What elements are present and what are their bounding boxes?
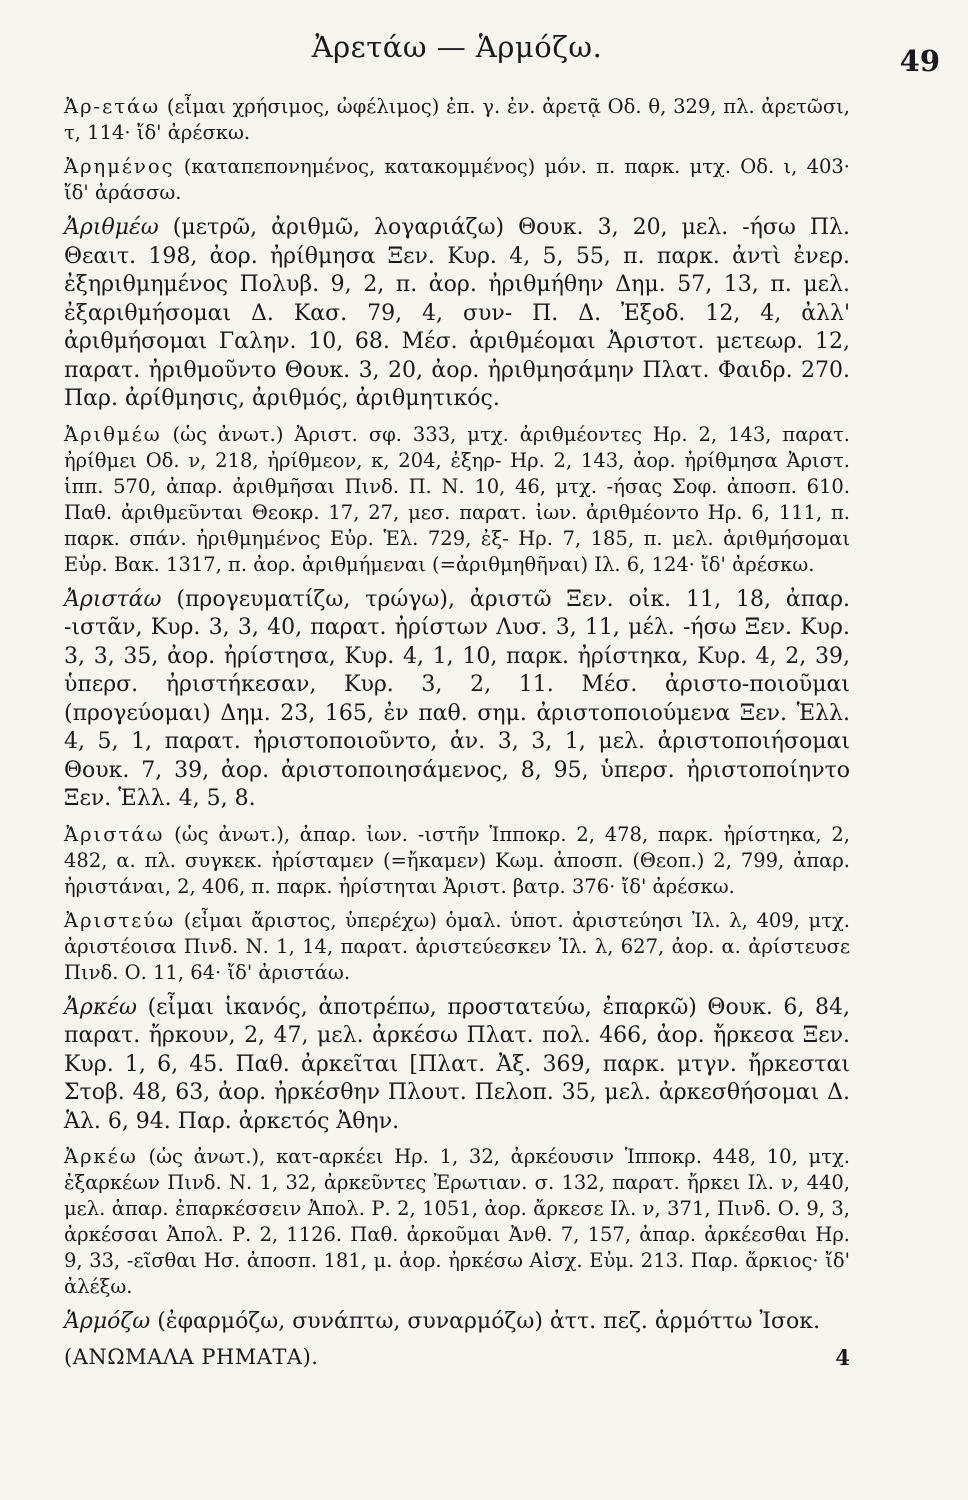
entry-aristao-dialect (64, 822, 850, 900)
entry-text: (εἶμαι χρήσιμος, ὠφέλιμος) ἐπ. γ. ἐν. ἀρετᾷ Οδ. θ, 329, πλ. ἀρετῶσι, τ, 114· ἴδ' ἀρέσκω. (64, 95, 850, 144)
entry-text: (εἶμαι ἄριστος, ὑπερέχω) ὁμαλ. ὑποτ. ἀριστεύησι Ἰλ. λ, 409, μτχ. ἀριστέοισα Πινδ. Ν. 1, 14, παρατ. ἀριστεύεσκεν Ἰλ. λ, 627, ἀορ. α. ἀρίστευσε Πινδ. Ο. 11, 64· ἴδ' ἀριστάω. (64, 908, 850, 984)
page-footer (64, 1345, 850, 1385)
entry-text: (μετρῶ, ἀριθμῶ, λογαριάζω) Θουκ. 3, 20, μελ. -ήσω Πλ. Θεαιτ. 198, ἀορ. ἠρίθμησα Ξεν. Κυρ. 4, 5, 55, π. παρκ. ἀντὶ ἐνερ. ἐξηριθμημένος Πολυβ. 9, 2, π. ἀορ. ἠριθμήθην Δημ. 57, 13, π. μελ. ἐξαριθμήσομαι Δ. Κασ. 79, 4, συν- Π. Δ. Ἐξοδ. 12, 4, ἀλλ' ἀριθμήσομαι Γαλην. 10, 68. Μέσ. ἀριθμέομαι Ἀριστοτ. μετεωρ. 12, παρατ. ἠριθμοῦντο Θουκ. 3, 20, ἀορ. ἠριθμησάμην Πλατ. Φαιδρ. 270. Παρ. ἀρίθμησις, ἀριθμός, ἀριθμητικός. (64, 215, 850, 411)
entry-lemma: Ἀρ-ετάω (64, 95, 161, 118)
entry-aristeuo-dialect (64, 908, 850, 986)
entry-lemma: Ἀριθμέω (64, 422, 162, 446)
entry-arkeo (64, 994, 850, 1137)
page-number: 49 (899, 44, 940, 78)
dictionary-entries (64, 94, 850, 1337)
entry-lemma: Ἀρημένος (64, 155, 175, 178)
entry-lemma: Ἀριθμέω (64, 215, 159, 240)
signature-mark: 4 (835, 1344, 850, 1370)
entry-lemma: Ἀριστεύω (64, 908, 176, 932)
entry-harmozo (64, 1308, 850, 1337)
entry-lemma: Ἀριστάω (64, 822, 165, 846)
entry-lemma: Ἀρκέω (64, 1145, 138, 1168)
running-head: Ἀρετάω — Ἁρμόζω. (311, 30, 603, 64)
entry-text: (προγευματίζω, τρώγω), ἀριστῶ Ξεν. οἰκ. 11, 18, ἀπαρ. -ιστᾶν, Κυρ. 3, 3, 40, παρατ. ἠρίστων Λυσ. 3, 11, μέλ. -ήσω Ξεν. Κυρ. 3, 3, 35, ἀορ. ἠρίστησα, Κυρ. 4, 1, 10, παρκ. ἠρίστηκα, Κυρ. 4, 2, 39, ὑπερσ. ἠριστήκεσαν, Κυρ. 3, 2, 11. Μέσ. ἀριστο-ποιοῦμαι (προγεύομαι) Δημ. 23, 165, ἐν παθ. σημ. ἀριστοποιούμενα Ξεν. Ἑλλ. 4, 5, 1, παρατ. ἠριστοποιοῦντο, ἀν. 3, 3, 1, μελ. ἀριστοποιήσομαι Θουκ. 7, 39, ἀορ. ἀριστοποιησάμενος, 8, 95, ὑπερσ. ἠριστοποίηντο Ξεν. Ἑλλ. 4, 5, 8. (64, 586, 850, 811)
entry-lemma: Ἀριστάω (64, 586, 162, 612)
entry-arithmeo-dialect (64, 422, 850, 578)
entry-text: (ὡς ἀνωτ.), ἀπαρ. ἰων. -ιστῆν Ἱπποκρ. 2, 478, παρκ. ἠρίστηκα, 2, 482, α. πλ. συγκεκ. ἠρίσταμεν (=ἤκαμεν) Κωμ. ἀποσπ. (Θεοπ.) 2, 799, ἀπαρ. ἠριστάναι, 2, 406, π. παρκ. ἠρίστηται Ἀριστ. βατρ. 376· ἴδ' ἀρέσκω. (64, 822, 850, 898)
entry-arithmeo (64, 214, 850, 414)
entry-arkeo-dialect (64, 1144, 850, 1300)
entry-text: (ὡς ἀνωτ.), κατ-αρκέει Ηρ. 1, 32, ἀρκέουσιν Ἱπποκρ. 448, 10, μτχ. ἐξαρκέων Πινδ. Ν. 1, 32, ἀρκεῦντες Ἐρωτιαν. σ. 132, παρατ. ἤρκει Ιλ. ν, 440, μελ. ἀπαρ. ἐπαρκέσσειν Ἀπολ. Ρ. 2, 1051, ἀορ. ἄρκεσε Ιλ. ν, 371, Πινδ. Ο. 9, 3, ἀρκέσσαι Ἀπολ. Ρ. 2, 1126. Παθ. ἀρκοῦμαι Ἀνθ. 7, 157, ἀπαρ. ἀρκέεσθαι Ηρ. 9, 33, -εῖσθαι Ησ. ἀποσπ. 181, μ. ἀορ. ἠρκέσω Αἰσχ. Εὐμ. 213. Παρ. ἄρκιος· ἴδ' ἀλέξω. (64, 1145, 850, 1298)
entry-lemma: Ἀρκέω (64, 994, 137, 1020)
entry-text: (εἶμαι ἱκανός, ἀποτρέπω, προστατεύω, ἐπαρκῶ) Θουκ. 6, 84, παρατ. ἤρκουν, 2, 47, μελ. ἀρκέσω Πλατ. πολ. 466, ἀορ. ἤρκεσα Ξεν. Κυρ. 1, 6, 45. Παθ. ἀρκεῖται [Πλατ. Ἀξ. 369, παρκ. μτγν. ἤρκεσται Στοβ. 48, 63, ἀορ. ἠρκέσθην Πλουτ. Πελοπ. 35, μελ. ἀρκεσθήσομαι Δ. Ἁλ. 6, 94. Παρ. ἀρκετός Ἀθην. (64, 994, 850, 1134)
page-header (64, 30, 940, 94)
entry-text: (ἐφαρμόζω, συνάπτω, συναρμόζω) ἀττ. πεζ. ἁρμόττω Ἰσοκ. (150, 1309, 820, 1334)
entry-lemma: Ἁρμόζω (64, 1309, 151, 1334)
entry-text: (ὡς ἀνωτ.) Ἀριστ. σφ. 333, μτχ. ἀριθμέοντες Ηρ. 2, 143, παρατ. ἠρίθμει Οδ. ν, 218, ἠρίθμεον, κ, 204, ἐξηρ- Ηρ. 2, 143, ἀορ. ἠρίθμησα Ἀριστ. ἱππ. 570, ἀπαρ. ἀριθμῆσαι Πινδ. Π. Ν. 10, 46, μτχ. -ήσας Σοφ. ἀποσπ. 610. Παθ. ἀριθμεῦνται Θεοκρ. 17, 27, μεσ. παρατ. ἰων. ἀριθμέοντο Ηρ. 6, 111, π. παρκ. σπάν. ἠριθμημένος Εὐρ. Ἑλ. 729, ἐξ- Ηρ. 7, 185, π. μελ. ἀριθμήσομαι Εὐρ. Βακ. 1317, π. ἀορ. ἀριθμήμεναι (=ἀριθμηθῆναι) Ιλ. 6, 124· ἴδ' ἀρέσκω. (64, 422, 850, 576)
entry-text: (καταπεπονημένος, κατακομμένος) μόν. π. παρκ. μτχ. Οδ. ι, 403· ἴδ' ἀράσσω. (64, 155, 850, 204)
signature-title: (ΑΝΩΜΑΛΑ ΡΗΜΑΤΑ). (64, 1344, 319, 1369)
entry-aretao-dialect (64, 94, 850, 146)
entry-aristao (64, 586, 850, 814)
entry-aremenos-dialect (64, 154, 850, 206)
